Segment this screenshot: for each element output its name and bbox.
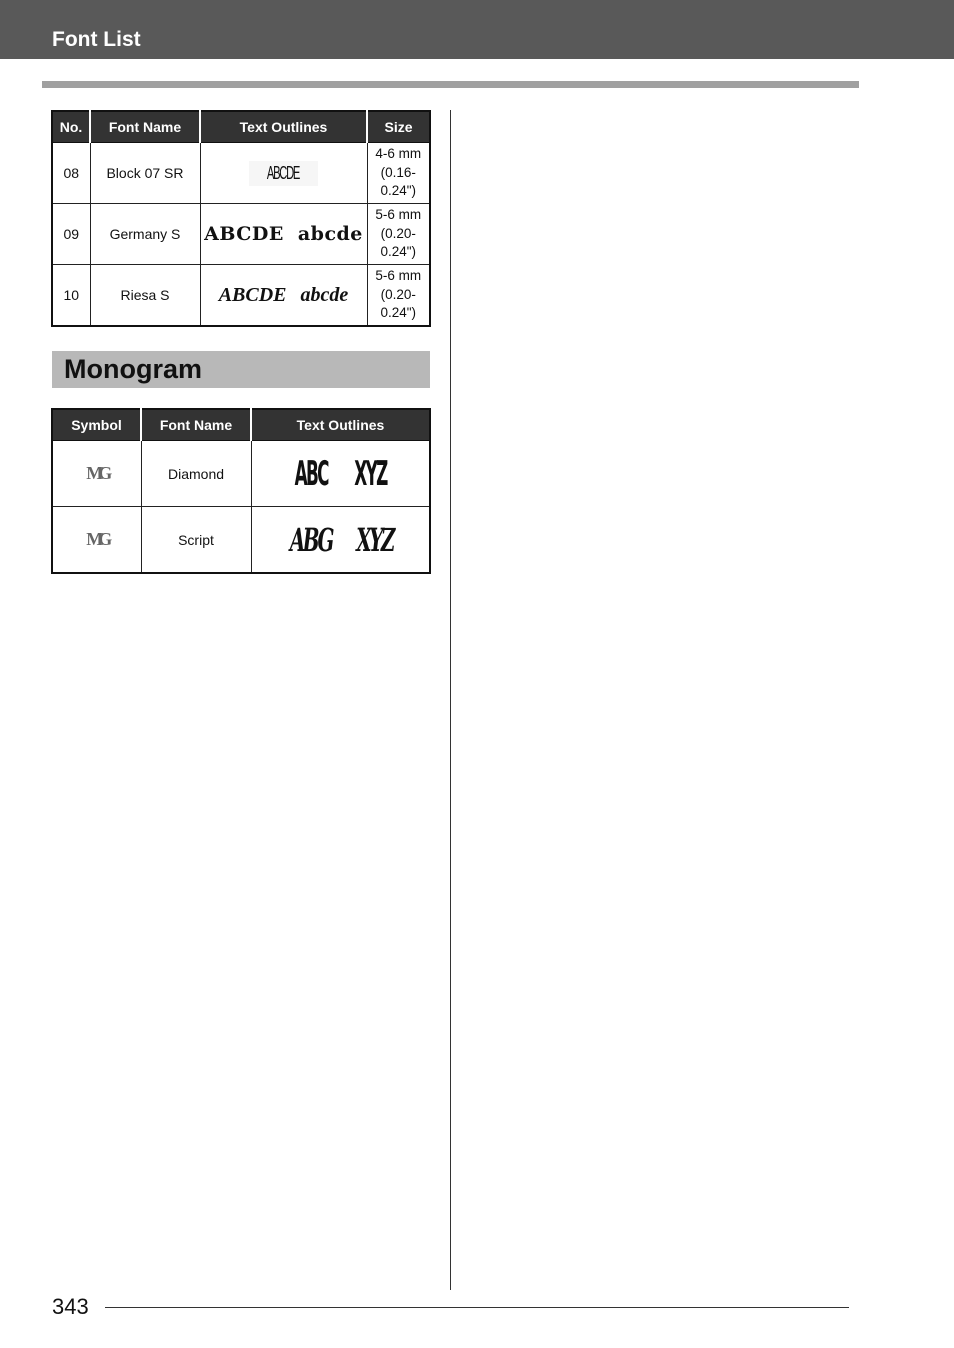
cell-text-outline <box>200 265 367 327</box>
cell-text-outline <box>251 441 430 507</box>
table-row <box>52 204 430 265</box>
col-header-symbol: Symbol <box>52 409 141 441</box>
cell-font-name: Riesa S <box>90 265 200 327</box>
outline-b: XYZ <box>354 453 387 494</box>
cell-no: 09 <box>52 204 90 265</box>
col-header-font-name: Font Name <box>141 409 251 441</box>
monogram-icon: MG <box>86 529 108 549</box>
table-row <box>52 265 430 327</box>
size-in-b: 0.24") <box>380 183 417 199</box>
section-title: Monogram <box>64 354 202 384</box>
size-in-b: 0.24") <box>380 244 417 260</box>
cell-symbol <box>52 441 141 507</box>
table-row <box>52 441 430 507</box>
size-in-a: (0.20- <box>380 286 416 302</box>
monogram-table <box>51 408 431 574</box>
cell-text-outline <box>200 204 367 265</box>
font-table-header <box>52 111 430 143</box>
cell-text-outline <box>251 507 430 574</box>
outline-upper: ABCDE <box>204 223 284 245</box>
font-table <box>51 110 431 327</box>
outline-lower: abcde <box>297 223 363 245</box>
outline-a: ABG <box>289 520 332 559</box>
footer-rule <box>105 1307 849 1308</box>
cell-font-name: Diamond <box>141 441 251 507</box>
size-mm: 5-6 mm <box>375 268 422 284</box>
outline-sample <box>249 161 317 186</box>
outline-lower: abcde <box>300 283 349 306</box>
cell-font-name: Script <box>141 507 251 574</box>
col-header-text-outlines: Text Outlines <box>200 111 367 143</box>
cell-font-name: Block 07 SR <box>90 143 200 204</box>
cell-symbol <box>52 507 141 574</box>
monogram-table-header <box>52 409 430 441</box>
col-header-no: No. <box>52 111 90 143</box>
cell-text-outline <box>200 143 367 204</box>
page-number: 343 <box>52 1294 89 1319</box>
cell-no: 08 <box>52 143 90 204</box>
cell-size <box>367 265 430 327</box>
table-row <box>52 507 430 574</box>
outline-b: XYZ <box>355 520 393 559</box>
size-in-b: 0.24") <box>380 305 417 321</box>
header-title: Font List <box>52 28 141 51</box>
col-header-size: Size <box>367 111 430 143</box>
table-row <box>52 143 430 204</box>
size-in-a: (0.16- <box>380 164 416 180</box>
size-mm: 5-6 mm <box>375 207 422 223</box>
column-divider <box>450 110 451 1290</box>
cell-font-name: Germany S <box>90 204 200 265</box>
cell-size <box>367 204 430 265</box>
size-in-a: (0.20- <box>380 225 416 241</box>
outline-upper: ABCDE <box>267 162 300 183</box>
monogram-icon: MG <box>86 463 108 483</box>
cell-no: 10 <box>52 265 90 327</box>
header-rule <box>42 81 859 88</box>
outline-upper: ABCDE <box>218 283 287 306</box>
size-mm: 4-6 mm <box>375 146 422 162</box>
col-header-font-name: Font Name <box>90 111 200 143</box>
col-header-text-outlines: Text Outlines <box>251 409 430 441</box>
outline-a: ABC <box>294 453 328 494</box>
cell-size <box>367 143 430 204</box>
header-bar <box>0 0 954 59</box>
